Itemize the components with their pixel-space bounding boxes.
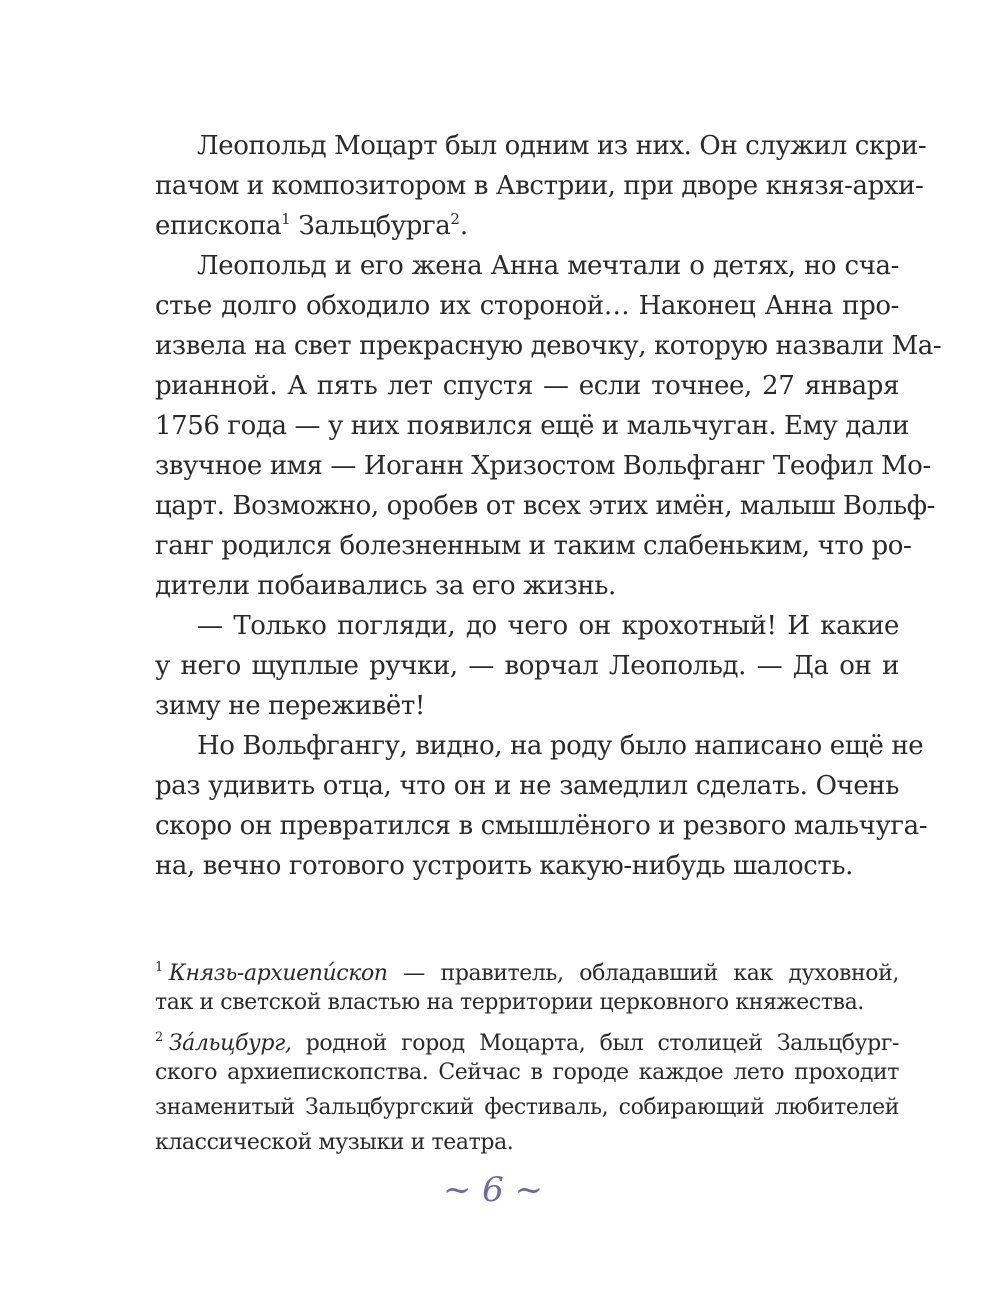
page-number: ~ 6 ~: [442, 1170, 544, 1210]
text-fragment: .: [459, 211, 468, 241]
text-line: раз удивить отца, что он и не замедлил сделать. Очень: [155, 771, 899, 801]
text-line: скоро он превратился в смышлёного и резвого мальчуга-: [155, 811, 928, 841]
text-line: дители побаивались за его жизнь.: [155, 571, 616, 601]
text-line: царт. Возможно, оробев от всех этих имён, малыш Вольф-: [155, 491, 936, 521]
text-line: у него щуплые ручки, — ворчал Леопольд. — Да он и: [155, 651, 899, 681]
text-line: ганг родился болезненным и таким слабеньким, что ро-: [155, 531, 912, 561]
footnote-1: [155, 950, 899, 1020]
footnote-2: [155, 1020, 899, 1160]
text-line: 1756 года — у них появился ещё и мальчуган. Ему дали: [155, 411, 909, 441]
footnote-ref-2[interactable]: 2: [450, 210, 460, 228]
footnote-line: ского архиепископства. Сейчас в городе каждое лето проходит: [155, 1060, 899, 1085]
paragraph-2: [155, 246, 942, 606]
footnote-line: классической музыки и театра.: [155, 1130, 514, 1155]
text-line: [155, 206, 899, 246]
footnote-line: так и светской властью на территории церковного княжества.: [155, 990, 864, 1015]
paragraph-3: [155, 606, 899, 726]
text-line: Леопольд и его жена Анна мечтали о детях, но сча-: [197, 251, 899, 281]
paragraph-4: [155, 726, 928, 886]
text-line: Леопольд Моцарт был одним из них. Он служил скри-: [197, 131, 927, 161]
footnote-line: [155, 1020, 899, 1055]
footnote-number: 2: [155, 1030, 163, 1045]
text-line: зиму не переживёт!: [155, 691, 425, 721]
text-line: — Только погляди, до чего он крохотный! И какие: [197, 611, 899, 641]
text-line: рианной. А пять лет спустя — если точнее, 27 января: [155, 371, 899, 401]
text-line: на, вечно готового устроить какую-нибудь шалость.: [155, 851, 854, 881]
footnote-line: [155, 950, 899, 985]
text-line: извела на свет прекрасную девочку, которую назвали Ма-: [155, 331, 942, 361]
text-line: звучное имя — Иоганн Хризостом Вольфганг Теофил Мо-: [155, 451, 931, 481]
footnote-text: — правитель, обладавший как духовной,: [387, 961, 899, 986]
footnote-ref-1[interactable]: 1: [281, 210, 291, 228]
text-fragment: епископа: [155, 211, 282, 241]
text-line: пачом и композитором в Австрии, при дворе князя-архи-: [155, 171, 924, 201]
footnote-term: За́льцбург,: [168, 1031, 292, 1056]
footnote-number: 1: [155, 960, 163, 975]
footnote-text: родной город Моцарта, был столицей Зальцбург-: [291, 1031, 899, 1056]
main-text: [155, 126, 942, 886]
footnotes: [155, 950, 899, 1160]
paragraph-1: [155, 126, 927, 246]
text-line: стье долго обходило их стороной… Наконец Анна про-: [155, 291, 899, 321]
footnote-term: Князь-архиепи́скоп: [168, 961, 388, 986]
footnote-line: знаменитый Зальцбургский фестиваль, собирающий любителей: [155, 1095, 899, 1120]
text-line: Но Вольфгангу, видно, на роду было написано ещё не: [197, 731, 924, 761]
text-fragment: Зальцбурга: [290, 211, 451, 241]
